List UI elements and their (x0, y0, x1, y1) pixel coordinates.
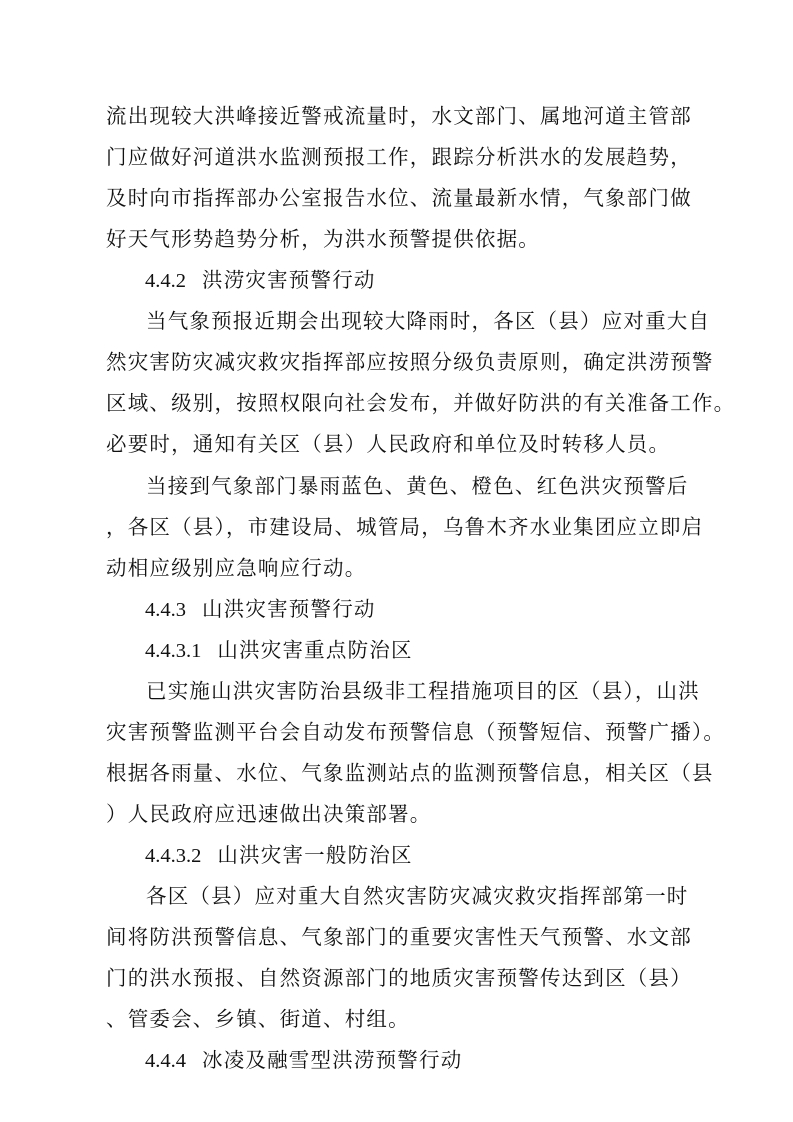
paragraph-line: 根据各雨量、水位、气象监测站点的监测预警信息，相关区（县 (106, 761, 714, 785)
section-number: 4.4.3.1 (145, 640, 202, 662)
section-title: 山洪灾害预警行动 (202, 597, 376, 621)
paragraph-line: 动相应级别应急响应行动。 (106, 556, 367, 580)
paragraph-line: 然灾害防灾减灾救灾指挥部应按照分级负责原则，确定洪涝预警 (106, 350, 714, 374)
paragraph-line: 灾害预警监测平台会自动发布预警信息（预警短信、预警广播）。 (106, 720, 726, 744)
paragraph-line: 已实施山洪灾害防治县级非工程措施项目的区（县），山洪 (146, 679, 700, 703)
section-heading-4-4-3 (145, 595, 376, 624)
section-number: 4.4.2 (145, 270, 186, 292)
paragraph-line: 好天气形势趋势分析，为洪水预警提供依据。 (106, 227, 540, 251)
paragraph-line: ，各区（县），市建设局、城管局，乌鲁木齐水业集团应立即启 (106, 515, 704, 539)
paragraph-line: 、管委会、乡镇、街道、村组。 (106, 1007, 410, 1031)
paragraph-line: 区域、级别，按照权限向社会发布，并做好防洪的有关准备工作。 (106, 391, 736, 415)
section-number: 4.4.3.2 (145, 845, 202, 867)
paragraph-line: 门应做好河道洪水监测预报工作，跟踪分析洪水的发展趋势， (106, 145, 692, 169)
section-heading-4-4-2 (145, 266, 376, 295)
section-heading-4-4-4 (145, 1046, 462, 1075)
paragraph-line: 各区（县）应对重大自然灾害防灾减灾救灾指挥部第一时 (146, 884, 689, 908)
paragraph-line: 当气象预报近期会出现较大降雨时，各区（县）应对重大自 (146, 309, 711, 333)
section-title: 山洪灾害一般防治区 (217, 843, 413, 867)
section-heading-4-4-3-2 (145, 841, 413, 870)
section-title: 山洪灾害重点防治区 (217, 638, 413, 662)
paragraph-line: 及时向市指挥部办公室报告水位、流量最新水情，气象部门做 (106, 186, 692, 210)
paragraph-line: ）人民政府应迅速做出决策部署。 (106, 802, 432, 826)
paragraph-line: 必要时，通知有关区（县）人民政府和单位及时转移人员。 (106, 432, 671, 456)
section-number: 4.4.3 (145, 599, 186, 621)
paragraph-line: 门的洪水预报、自然资源部门的地质灾害预警传达到区（县） (106, 966, 692, 990)
paragraph-line: 当接到气象部门暴雨蓝色、黄色、橙色、红色洪灾预警后 (146, 474, 689, 498)
section-heading-4-4-3-1 (145, 636, 413, 665)
section-title: 洪涝灾害预警行动 (202, 268, 376, 292)
paragraph-line: 流出现较大洪峰接近警戒流量时，水文部门、属地河道主管部 (106, 104, 692, 128)
section-number: 4.4.4 (145, 1050, 186, 1072)
section-title: 冰凌及融雪型洪涝预警行动 (202, 1048, 463, 1072)
paragraph-line: 间将防洪预警信息、气象部门的重要灾害性天气预警、水文部 (106, 925, 692, 949)
